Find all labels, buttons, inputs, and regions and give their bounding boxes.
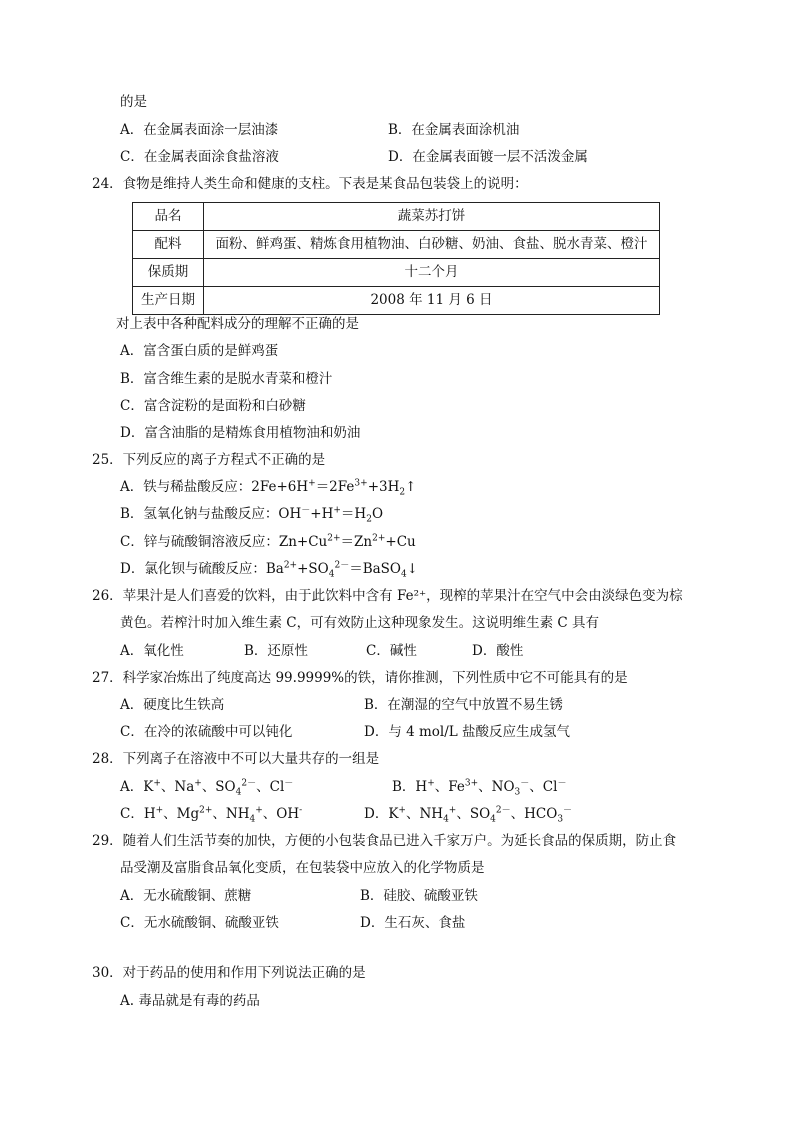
q28-option-c: C．H+、$Mg^{2+}$、$NH_4^+$、OH- [120,805,303,825]
q25-option-c-label: C．锌与硫酸铜溶液反应： [120,534,279,550]
q29-stem-line1: 29．随着人们生活节奏的加快，方便的小包装食品已进入千家万户。为延长食品的保质期，防止食 [92,833,677,849]
q25-option-a-equation: $2Fe+6H^+=2Fe^{3+}+3H_2↑$ [251,478,417,498]
q27-option-a: A．硬度比生铁高 [120,697,225,713]
table-row [133,231,660,259]
q26-option-b: B．还原性 [244,643,308,659]
q23-option-b: B．在金属表面涂机油 [388,122,520,138]
q26-option-c: C．碱性 [366,643,417,659]
table-label-cell: 保质期 [133,259,204,287]
q29-option-c: C．无水硫酸铜、硫酸亚铁 [120,915,279,931]
q29-stem-line2: 品受潮及富脂食品氧化变质，在包装袋中应放入的化学物质是 [120,860,485,876]
q24-question: 对上表中各种配料成分的理解不正确的是 [116,316,359,332]
q25-option-d-equation: $Ba^{2+}+SO_4^{2-}=BaSO_4↓$ [265,560,419,580]
q25-option-d [120,560,419,580]
q23-option-a: A．在金属表面涂一层油漆 [120,122,279,138]
q29-option-a: A．无水硫酸铜、蔗糖 [120,888,252,904]
q29-option-b: B．硅胶、硫酸亚铁 [360,888,478,904]
q27-option-c: C．在冷的浓硫酸中可以钝化 [120,724,293,740]
q28-stem: 28．下列离子在溶液中不可以大量共存的一组是 [92,751,380,767]
q24-option-c: C．富含淀粉的是面粉和白砂糖 [120,398,306,414]
table-label-cell: 生产日期 [133,287,204,315]
q24-option-d: D．富含油脂的是精炼食用植物油和奶油 [120,425,361,441]
q26-stem-line1: 26．苹果汁是人们喜爱的饮料，由于此饮料中含有 Fe²⁺，现榨的苹果汁在空气中会由淡绿色变为棕 [92,588,683,604]
q28-option-d: D．K+、$NH_4^+$、$SO_4^{2-}$、$HCO_3^-$ [364,805,573,825]
q25-option-b [120,505,384,525]
q24-stem: 24．食物是维持人类生命和健康的支柱。下表是某食品包装袋上的说明： [92,176,528,192]
q25-option-c-equation: $Zn+Cu^{2+}=Zn^{2+}+Cu$ [278,533,416,550]
q23-option-c: C．在金属表面涂食盐溶液 [120,149,279,165]
q29-option-d: D．生石灰、食盐 [360,915,466,931]
table-row [133,259,660,287]
q26-stem-line2: 黄色。若榨汁时加入维生素 C，可有效防止这种现象发生。这说明维生素 C 具有 [120,615,600,631]
food-label-table [132,202,660,315]
q23-stem-tail: 的是 [120,94,147,110]
q24-option-a: A．富含蛋白质的是鲜鸡蛋 [120,343,279,359]
q25-option-a-label: A．铁与稀盐酸反应： [120,479,252,495]
table-value-cell: 十二个月 [204,259,660,287]
table-label-cell: 配料 [133,231,204,259]
table-row [133,203,660,231]
q25-stem: 25．下列反应的离子方程式不正确的是 [92,452,326,468]
q30-option-a: A. 毒品就是有毒的药品 [120,993,260,1009]
q23-option-d: D．在金属表面镀一层不活泼金属 [388,149,588,165]
q27-option-d: D．与 4 mol/L 盐酸反应生成氢气 [364,724,571,740]
q28-option-b: B．H+、$Fe^{3+}$、$NO_3^-$、Cl－ [392,778,567,798]
q25-option-c [120,533,416,550]
q25-option-b-label: B．氢氧化钠与盐酸反应： [120,506,279,522]
table-value-cell: 面粉、鲜鸡蛋、精炼食用植物油、白砂糖、奶油、食盐、脱水青菜、橙汁 [204,231,660,259]
q28-option-a: A．K+、Na+、$SO_4^{2-}$、Cl－ [120,778,294,798]
q24-option-b: B．富含维生素的是脱水青菜和橙汁 [120,371,333,387]
q25-option-d-label: D．氯化钡与硫酸反应： [120,561,266,577]
q25-option-b-equation: $OH^-+H^+=H_2O$ [278,505,384,525]
table-value-cell: 蔬菜苏打饼 [204,203,660,231]
q27-option-b: B．在潮湿的空气中放置不易生锈 [364,697,563,713]
q25-option-a [120,478,417,498]
q26-option-a: A．氧化性 [120,643,184,659]
q26-option-d: D．酸性 [472,643,524,659]
table-row [133,287,660,315]
q30-stem: 30．对于药品的使用和作用下列说法正确的是 [92,965,366,981]
table-label-cell: 品名 [133,203,204,231]
table-value-cell: 2008 年 11 月 6 日 [204,287,660,315]
q27-stem: 27．科学家冶炼出了纯度高达 99.9999%的铁，请你推测，下列性质中它不可能具有的是 [92,670,628,686]
